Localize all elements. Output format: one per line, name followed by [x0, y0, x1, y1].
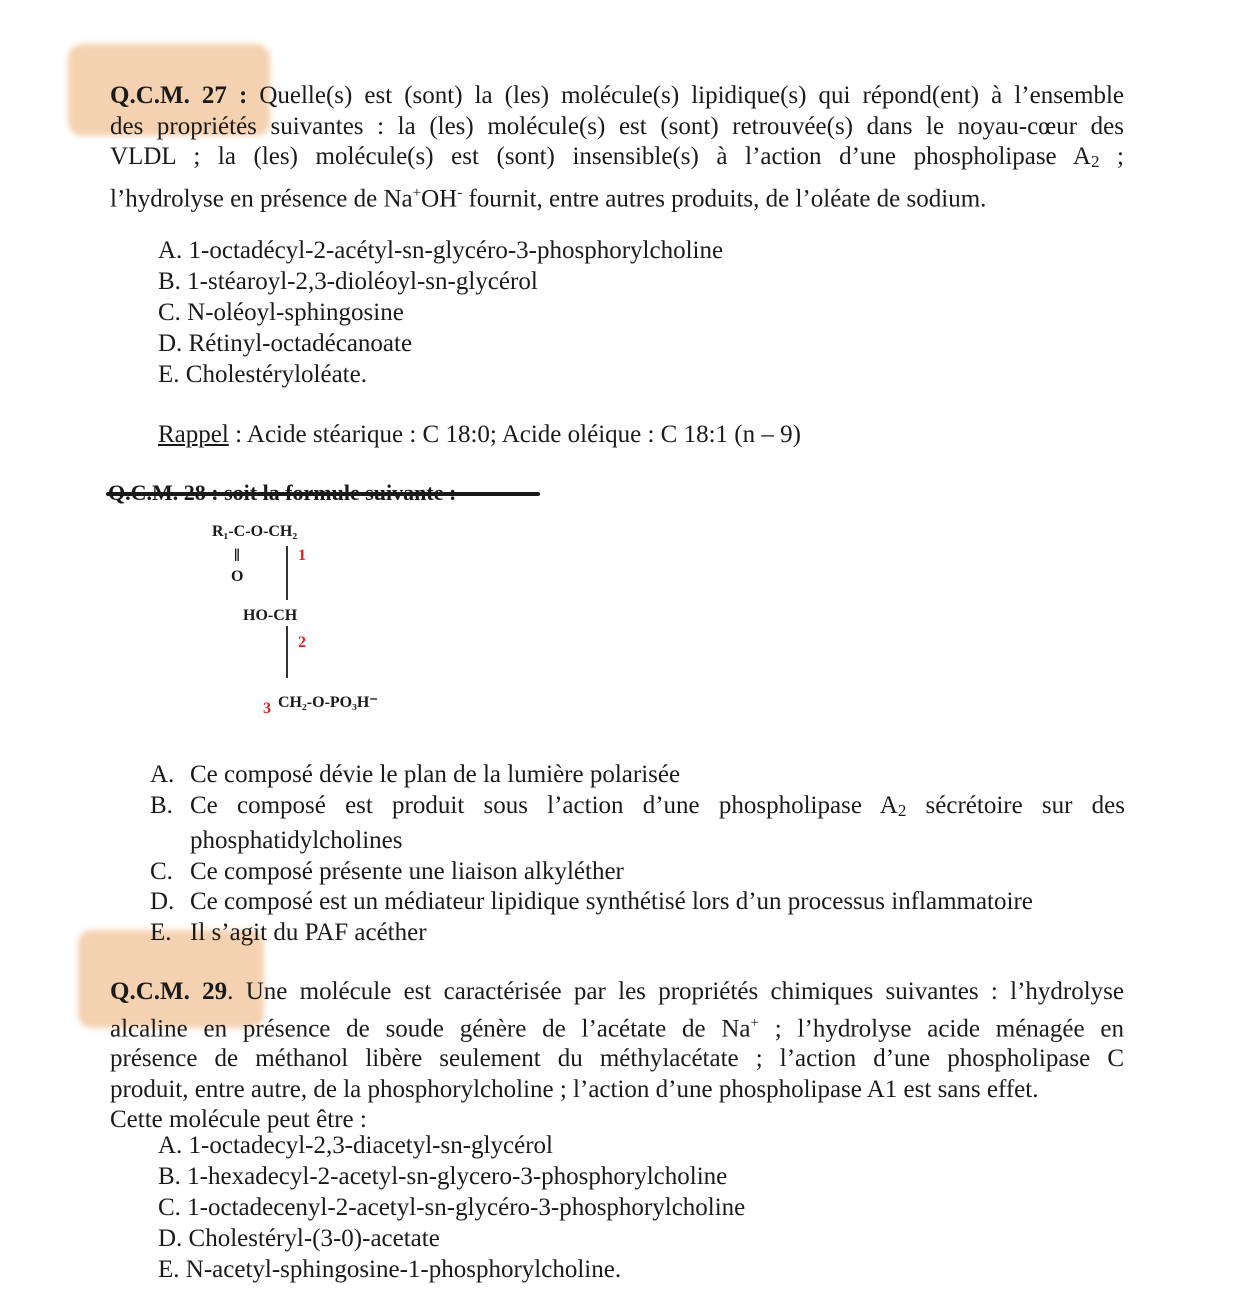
q29-line-5: Cette molécule peut être :	[110, 1106, 367, 1134]
q27-option-d: D. Rétinyl-octadécanoate	[158, 330, 413, 357]
q29-option-b: B. 1-hexadecyl-2-acetyl-sn-glycero-3-phosphorylcholine	[158, 1163, 728, 1190]
q29-option-c: C. 1-octadecenyl-2-acetyl-sn-glycéro-3-phosphorylcholine	[158, 1194, 746, 1221]
q29-option-d: D. Cholestéryl-(3-0)-acetate	[158, 1225, 440, 1252]
carbon-label-3: 3	[263, 700, 271, 717]
q27-title: Q.C.M. 27 :	[110, 82, 248, 109]
formula-oxygen: O	[231, 568, 244, 585]
q28-options	[150, 760, 1125, 948]
formula-carbonyl-bond: ‖	[234, 545, 240, 565]
q27-rappel: Rappel : Acide stéarique : C 18:0; Acide oléique : C 18:1 (n – 9)	[158, 421, 801, 448]
q28-option-c: C. Ce composé présente une liaison alkyléther	[150, 857, 624, 885]
q27-option-a: A. 1-octadécyl-2-acétyl-sn-glycéro-3-phosphorylcholine	[158, 237, 724, 264]
q29-option-e: E. N-acetyl-sphingosine-1-phosphorylcholine.	[158, 1256, 622, 1283]
q28-option-e: E. Il s’agit du PAF acéther	[150, 918, 427, 946]
carbon-label-2: 2	[298, 634, 306, 651]
q29-option-a: A. 1-octadecyl-2,3-diacetyl-sn-glycérol	[158, 1132, 553, 1159]
formula-row-2: HO-CH	[243, 607, 298, 624]
bond-c2-c3	[286, 626, 288, 678]
strikethrough-line	[106, 492, 540, 496]
bond-c1-c2	[286, 546, 288, 600]
q27-line-4: l’hydrolyse en présence de Na+OH- fournit, entre autres produits, de l’oléate de sodium.	[110, 184, 987, 212]
q29-options	[158, 1130, 745, 1285]
q29-line-1: Q.C.M. 29. Une molécule est caractérisée par les propriétés chimiques suivantes : l’hydrolyse	[110, 978, 1124, 1005]
q27-line-3: VLDL ; la (les) molécule(s) est (sont) insensible(s) à l’action d’une phospholipase $A_2$ ;	[110, 143, 1124, 171]
q27-line-2: des propriétés suivantes : la (les) molécule(s) est (sont) retrouvée(s) dans le noyau-cœur des	[110, 112, 1124, 140]
formula-row-3: CH₂-O-PO₃H⁻	[278, 694, 378, 711]
q27-statement	[110, 81, 1124, 214]
carbon-label-1: 1	[298, 547, 306, 564]
q29-line-4: produit, entre autre, de la phosphorylcholine ; l’action d’une phospholipase A1 est sans effet.	[110, 1075, 1039, 1103]
q27-line-1: Q.C.M. 27 : Quelle(s) est (sont) la (les) molécule(s) lipidique(s) qui répond(ent) à l’ensemble	[110, 82, 1125, 109]
q28-option-b: B. Ce composé est produit sous l’action d’une phospholipase $A_2$ sécrétoire sur des phosphatidylcholines	[150, 791, 1125, 854]
q27-option-b: B. 1-stéaroyl-2,3-dioléoyl-sn-glycérol	[158, 268, 538, 295]
formula-row-1: R₁-C-O-CH₂	[212, 523, 298, 540]
q29-statement	[110, 977, 1124, 1136]
q29-line-3: présence de méthanol libère seulement du méthylacétate ; l’action d’une phospholipase C	[110, 1045, 1124, 1073]
q28-option-a: A. Ce composé dévie le plan de la lumière polarisée	[150, 761, 681, 788]
q27-options	[158, 235, 723, 390]
q27-option-c: C. N-oléoyl-sphingosine	[158, 299, 404, 326]
q29-line-2: alcaline en présence de soude génère de l’acétate de Na+ ; l’hydrolyse acide ménagée en	[110, 1014, 1124, 1042]
q28-option-d: D. Ce composé est un médiateur lipidique synthétisé lors d’un processus inflammatoire	[150, 888, 1033, 915]
q27-option-e: E. Cholestéryloléate.	[158, 361, 367, 388]
q29-title: Q.C.M. 29	[110, 978, 228, 1005]
